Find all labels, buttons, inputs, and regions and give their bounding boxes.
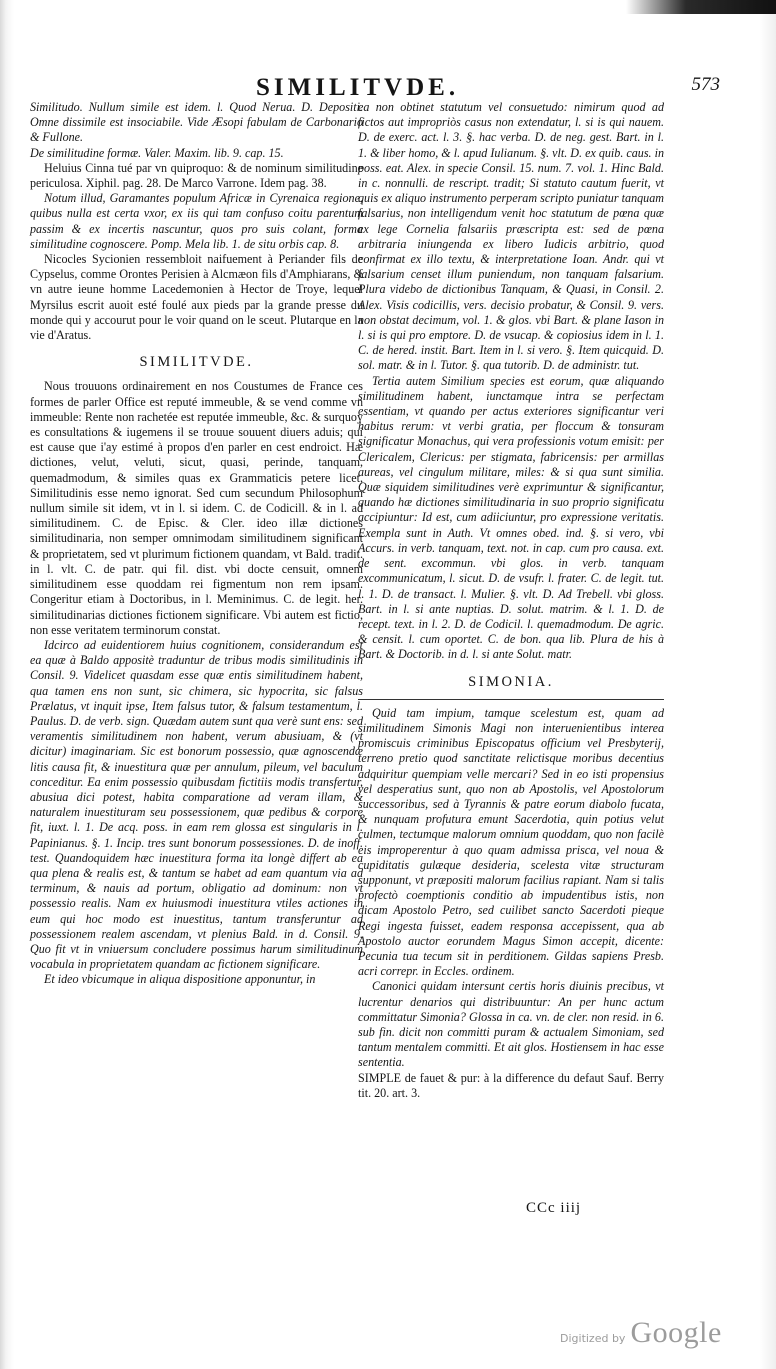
right-column (358, 100, 664, 1101)
paragraph: ea non obtinet statutum vel consuetudo: nimirum quod ad fictos aut impropriòs casus non extendatur, l. si is qui nauem. D. de exerc. act. l. 3. §. hac verba. D. de neg. gest. Bart. in l. 1. & liber homo, & l. apud Iulianum. §. vlt. D. ex quib. caus. in poss. eat. Alex. in specie Consil. 15. num. 7. vol. 1. Hinc Bald. in c. nonnulli. de rescript. tradit; Si statuto cautum fuerit, vt quis ex aliquo instrumento perperam scripto puniatur tanquam falsarius, non intelligendum venit hoc statutum de pœna quæ ex lege Cornelia falsariis præscripta est: sed de pœna arbitraria iniungenda ex libero Iudicis arbitrio, quod confirmat ex illo textu, & interpretatione Ioan. Andr. qui vt falsarium censet illum puniendum, non tanquam falsarium. Plura videbo de dictionibus Tanquam, & Quasi, in Consil. 2. Alex. Visis codicillis, vers. decisio probatur, & Consil. 9. vers. non obstat decimum, vol. 1. & glos. vbi Bart. & plane Iason in l. si is qui pro emptore. D. de vsucap. & copiosius idem in l. 1. C. de hered. instit. Bart. Item in l. si vero. §. Item quicquid. D. sol. matr. & in l. Tutor. §. qua tutorib. D. de administr. tut. (358, 100, 665, 373)
left-column (30, 100, 363, 988)
paragraph: Quid tam impium, tamque scelestum est, quam ad similitudinem Simonis Magi non interuenientibus interea promiscuis criminibus Episcopatus officium vel Presbyterij, terreno pretio quod sanctitate relictisque moribus decentius adquiritur quempiam velle mercari? Sed in eo isti propensius vel desperatius sunt, quo non ab Apostolis, vel Apostolorum successoribus, sed à Tyrannis & patre eorum diabolo fucata, & nunquam profutura emunt Sacerdotia, quin potius velut culmen, tectumque malorum omnium quoddam, quo non facilè eis improperentur à quo quam admissa prisca, vel noua & cupiditatis gulæque desideria, scelesta vitæ structuram supponunt, vt præpositi malorum facilius rapiant. Nam si talis profectò coemptionis conditio ab impudentibus istis, non dicam Apostolo Petro, sed cuilibet sancto Sacerdoti pieque Regi ingesta fuisset, eadem responsa accepissent, qua ab Apostolo auctor eorundem Magus Simon accepit, dicente: Pecunia tua tecum sit in perditionem. Gildas sapiens Presb. acri correpr. in Eccles. ordinem. (358, 705, 664, 979)
page-number: 573 (691, 74, 720, 95)
divider (358, 699, 664, 700)
digitized-watermark (560, 1316, 722, 1350)
section-title-similitude: SIMILITVDE. (139, 354, 254, 371)
paragraph: Heluius Cinna tué par vn quiproquo: & de nominum similitudine periculosa. Xiphil. pag. 28. De Marco Varrone. Idem pag. 38. (30, 160, 363, 191)
paragraph: Et ideo vbicumque in aliqua dispositione apponuntur, in (44, 972, 316, 987)
scan-corner-shadow (626, 0, 776, 14)
paragraph: Notum illud, Garamantes populum Africæ in Cyrenaica regione, quibus nulla est certa vxor, ex iis qui tam confuso coitu parentum passim & ex incertis nascuntur, quos pro suis colant, forma similitudine cognoscere. Pomp. Mela lib. 1. de situ orbis cap. 8. (30, 191, 363, 251)
paragraph: De similitudine formæ. Valer. Maxim. lib. 9. cap. 15. (30, 145, 284, 160)
running-title: SIMILITVDE. (256, 74, 460, 101)
paragraph: Tertia autem Similium species est eorum, quæ aliquando similitudinem habent, iunctamque intra se perfectam essentiam, vt quando per actus exteriores significantur veri habitus rerum: vt verbi gratia, per floccum & tonsuram significatur Monachus, qui vera professionis votum emisit: per Clericalem, Clericus: per stigmata, fabricensis: per armillas aureas, vel cingulum militare, miles: & si qua sunt similia. Quæ siquidem similitudines verè exprimuntur & significantur, quando hæ dictiones similitudinaria in suo proprio significatu accipiuntur: Id est, cum adiiciuntur, pro expressione veritatis. Exempla sunt in Auth. Vt omnes obed. ind. §. si vero, vbi Accurs. in verb. tanquam, text. not. in cap. cum pro causa. ext. de sent. excommun. vbi glos. in verb. tanquam excommunicatum, l. sicut. D. de vsufr. l. frater. C. de legit. tut. l. 1. D. de transact. l. Mulier. §. vlt. D. Ad Trebell. vbi gloss. Bart. in l. si ante nuptias. D. solut. matrim. & l. 1. D. de recept. text. in l. 2. D. de Codicil. l. quemadmodum. De agric. & censit. l. cum oportet. C. de bon. qua lib. Plura de his à Bart. & Doctorib. in d. l. si ante Solut. matr. (358, 373, 664, 662)
signature-mark: CCc iiij (526, 1200, 582, 1216)
paragraph: SIMPLE de fauet & pur: à la difference du defaut Sauf. Berry tit. 20. art. 3. (358, 1070, 664, 1100)
paragraph: Similitudo. Nullum simile est idem. l. Quod Nerua. D. Depositi. Omne dissimile est insociabile. Vide Æsopi fabulam de Carbonario & Fullone. (30, 100, 363, 145)
watermark-prefix: Digitized by (560, 1332, 626, 1345)
google-logo: Google (630, 1316, 722, 1349)
paragraph: Idcirco ad euidentiorem huius cognitionem, considerandum est ea quæ à Baldo appositè traduntur de tribus modis similitudinis in Consil. 9. Videlicet quasdam esse quæ entis similitudinem habent, qua tamen ens non sunt, sic chimera, sic hypocrita, sic falsus Prælatus, vt inquit ipse, Item falsus tutor, & falsum testamentum, l. Paulus. D. de verb. sign. Quædam autem sunt qua verè sunt ens: sed veramentis similitudinem non habent, verum abusiuam, & (vt dicitur) imaginariam. Sic est bonorum possessio, quæ agnoscendæ litis causa fit, & inuestitura quæ per annulum, pileum, vel baculum conceditur. Ea enim possessio quibusdam fictitiis modis transfertur, abusiua dici potest, habita comparatione ad veram illam, & naturalem inuestituram seu possessionem, quæ pedibus & corpore fit, iuxt. l. 1. De acq. poss. in eam rem glossa est singularis in l. Papinianus. §. 1. Incip. tres sunt bonorum possessiones. D. de inoff. test. Quandoquidem hæc inuestitura forma ita longè differt ab ea qua plena & realis est, & tantum se habet ad eam quantum via ad terminum, & nauis ad portum, obligatio ad dominum: non vt possessio realis. Nam ex huiusmodi inuestitura vtiles actiones in eum qui hoc modo est inuestitus, tantum transferuntur ad possessionem realem ascendam, vt plenius Bald. in d. Consil. 9. Quo fit vt in vniuersum concludere possimus harum similitudinum vocabula in proprietatem quandam ac fictionem significare. (30, 637, 363, 972)
paragraph: Nicocles Sycionien ressembloit naifuement à Periander fils de Cypselus, comme Orontes Perisien à Alcmæon fils d'Amphiarans, & vn autre ieune homme Lacedemonien à Hector de Troye, lequel Myrsilus escrit auoit esté foulé aux pieds par la grande presse du monde qui y accourut pour le voir quand on le sceut. Plutarque en la vie d'Aratus. (30, 252, 363, 343)
paragraph: Canonici quidam intersunt certis horis diuinis precibus, vt lucrentur denarios qui distribuuntur: An per hunc actum committatur Simonia? Glossa in ca. vn. de cler. non resid. in 6. sub fin. dicit non committi puram & actualem Simoniam, sed tantum mentalem committi. Et ait glos. Hostiensem in hac esse sententia. (358, 979, 664, 1070)
paragraph: Nous trouuons ordinairement en nos Coustumes de France ces formes de parler Office est reputé immeuble, & se vend comme vn immeuble: Rente non rachetée est reputée immeuble, &c. & surquoy es consultations & iugemens il se trouue souuent diuers aduis; qui est cause que i'ay estimé à propos d'en parler en cest endroict. Hæ dictiones, velut, veluti, sicut, quasi, perinde, tanquam, quemadmodum, & similes quas ex Grammaticis petere licet, Similitudinis esse nemo ignorat. Sed cum secundum Philosophum nullum simile sit idem, vt in l. si idem. C. de Codicill. & in l. ad similitudinem. C. de Episc. & Cler. ideo illæ dictiones similitudinaria, non semper omnimodam similitudinem significant & proprietatem, sed vt plurimum fictionem quandam, vt Bald. tradit. in l. vlt. C. de patr. qui fil. dist. vbi docte censuit, omnem similitudinem esse quoddam rei figmentum non rem ipsam. Congeritur etiam à Doctoribus, in l. Meminimus. C. de legit. her. similitudinarias dictiones fictionem significare. Vbi autem est fictio, non esse veritatem terminorum constat. (30, 379, 363, 637)
section-title-simonia: SIMONIA. (468, 673, 554, 690)
